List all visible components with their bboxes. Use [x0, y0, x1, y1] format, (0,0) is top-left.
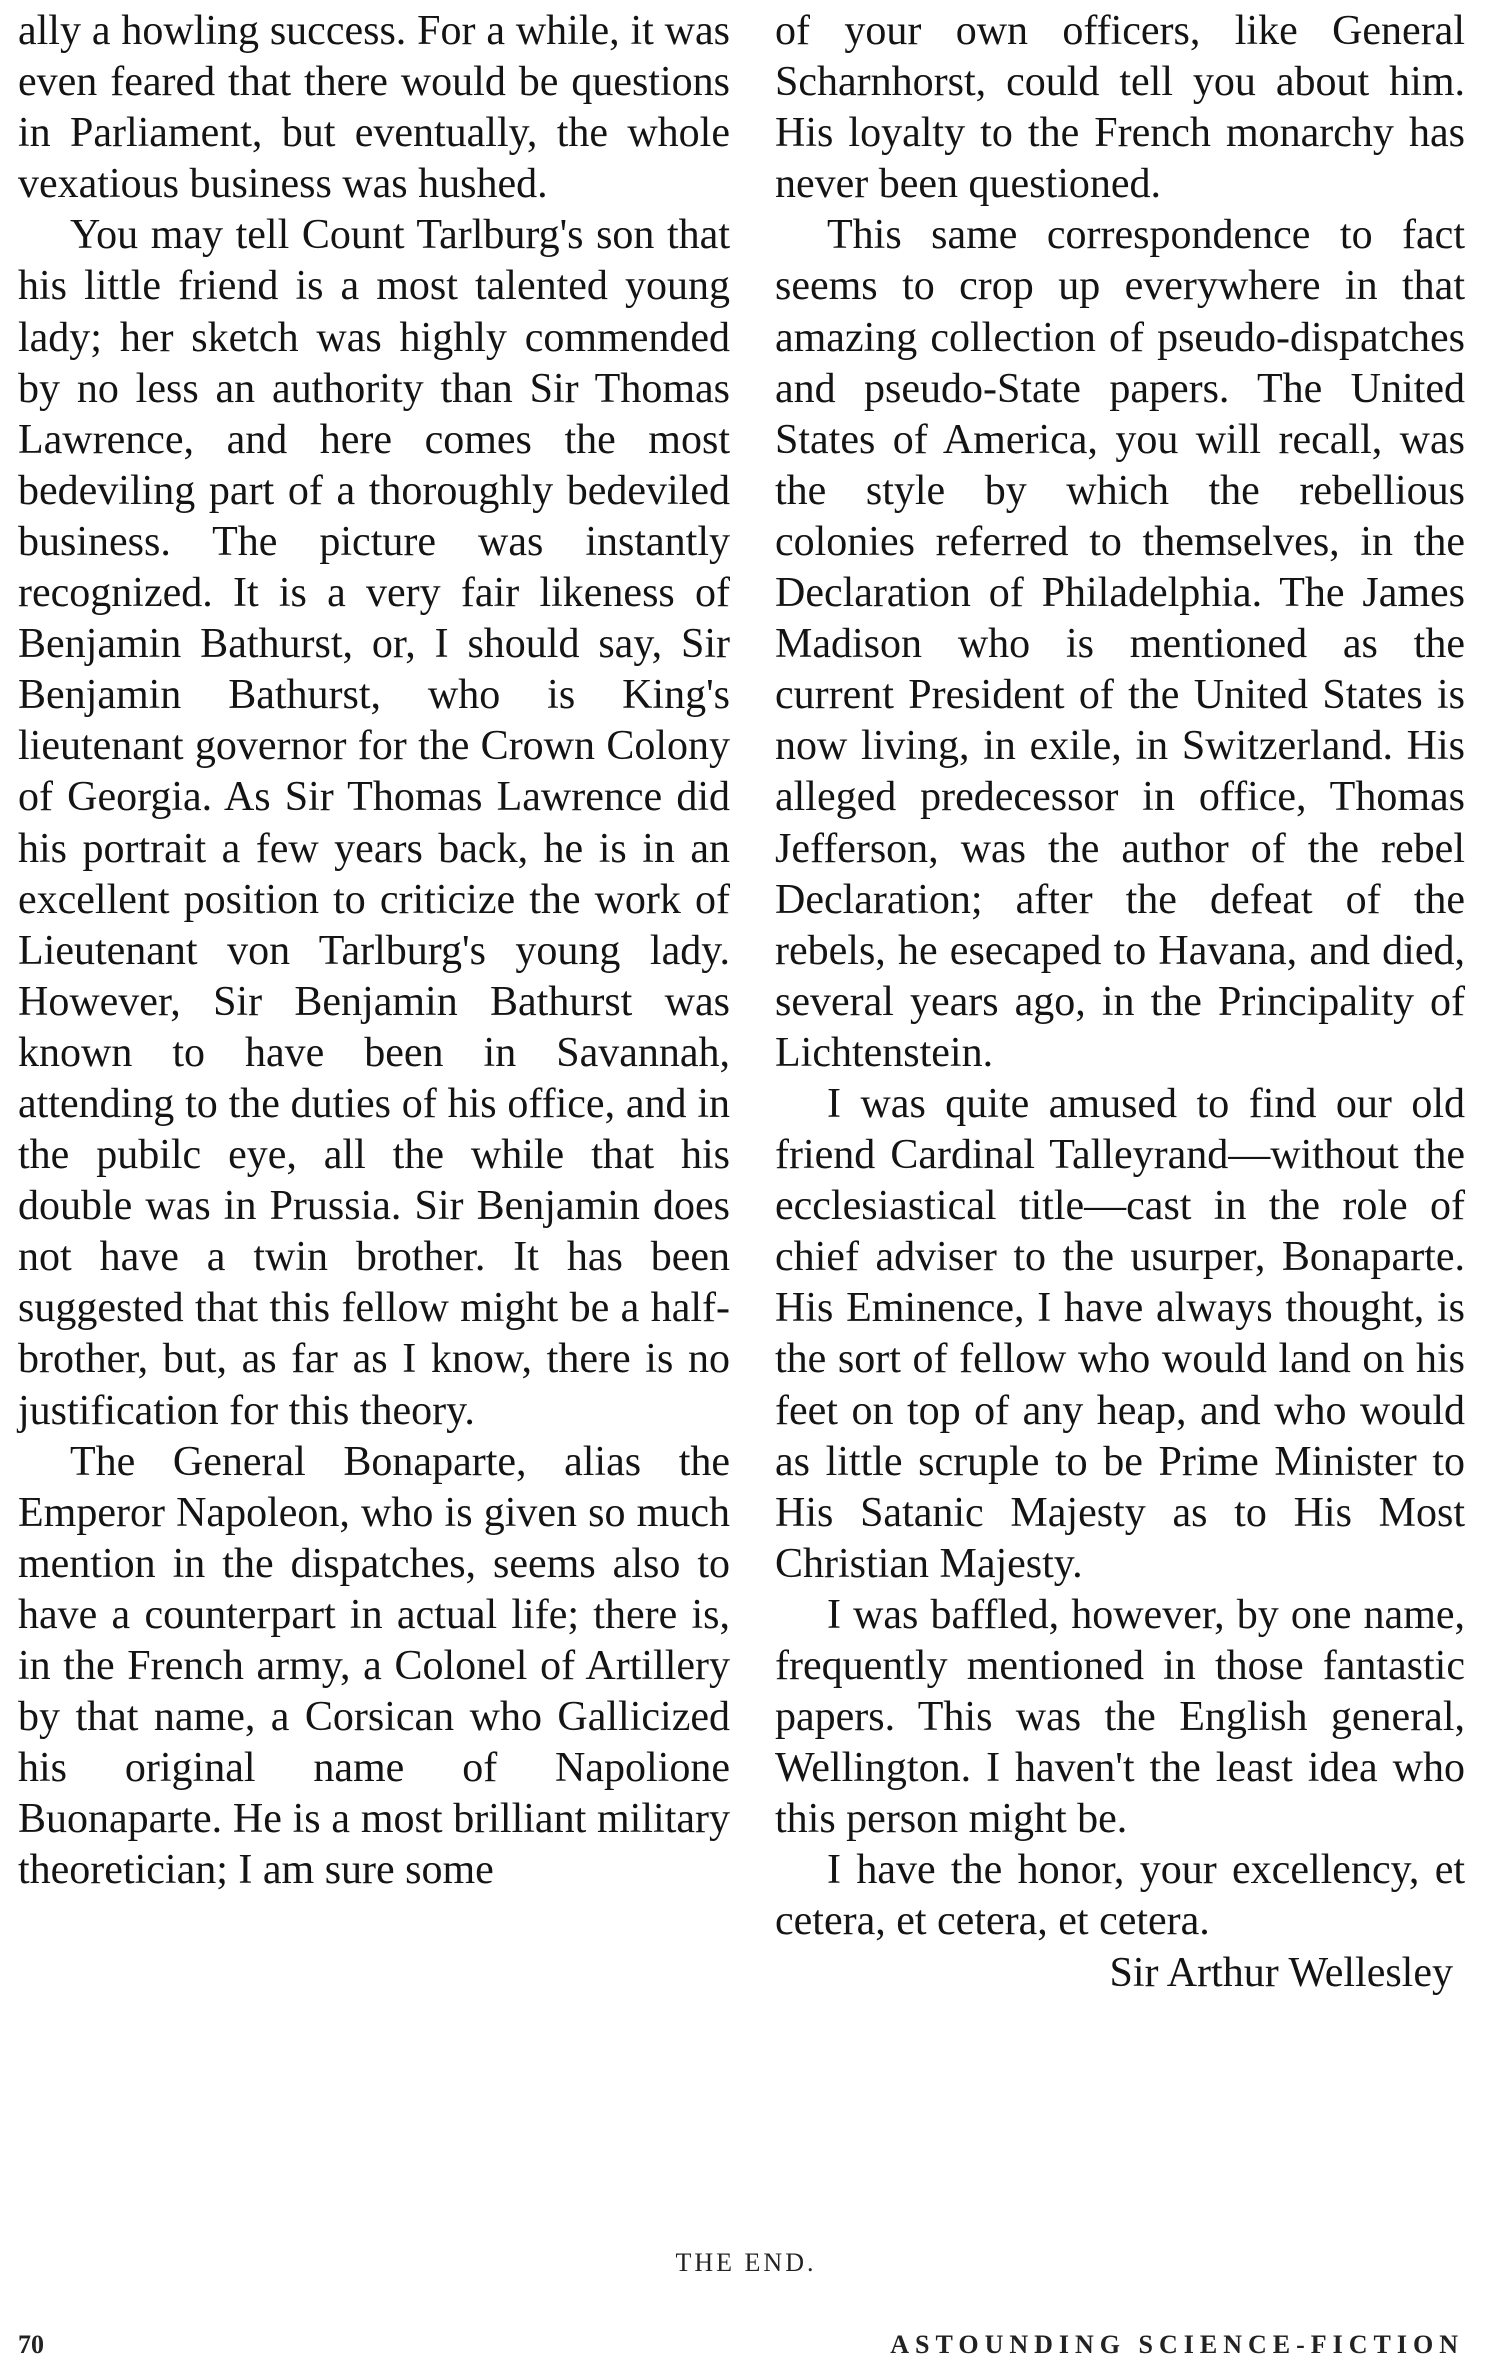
left-paragraph-1: ally a howling success. For a while, it was even feared that there would be questions in Parliament, but eventually, the whole vexatious business was hushed. — [18, 8, 730, 208]
page-footer — [18, 2330, 1464, 2366]
page-number: 70 — [18, 2330, 44, 2359]
right-paragraph-4: I was baffled, however, by one name, frequently mentioned in those fantastic papers. This was the English general, Wellington. I haven't the least idea who this person might be. — [775, 1591, 1465, 1843]
signature: Sir Arthur Wellesley — [1109, 1949, 1453, 1996]
end-mark: THE END. — [675, 2248, 817, 2277]
magazine-name: ASTOUNDING SCIENCE-FICTION — [890, 2330, 1464, 2359]
right-paragraph-1: of your own officers, like General Scharnhorst, could tell you about him. His loyalty to the French monarchy has never been questioned. — [775, 8, 1465, 208]
right-column — [775, 6, 1465, 1999]
right-paragraph-2: This same correspondence to fact seems to crop up everywhere in that amazing collection of pseudo-dispatches and pseudo-State papers. The United States of America, you will recall, was the style by which the rebellious colonies referred to themselves, in the Declaration of Philadelphia. The James Madison who is mentioned as the current President of the United States is now living, in exile, in Switzerland. His alleged predecessor in office, Thomas Jefferson, was the author of the rebel Declaration; after the defeat of the rebels, he esecaped to Havana, and died, several years ago, in the Principality of Lichtenstein. — [775, 212, 1465, 1076]
closing-line: I have the honor, your excellency, et cetera, et cetera, et cetera. — [775, 1847, 1465, 1945]
left-paragraph-2: You may tell Count Tarlburg's son that his little friend is a most talented young lady; her sketch was highly commended by no less an authority than Sir Thomas Lawrence, and here comes the most bedeviling part of a thoroughly bedeviled business. The picture was instantly recognized. It is a very fair likeness of Benjamin Bathurst, or, I should say, Sir Benjamin Bathurst, who is King's lieutenant governor for the Crown Colony of Georgia. As Sir Thomas Lawrence did his portrait a few years back, he is in an excellent position to criticize the work of Lieutenant von Tarlburg's young lady. However, Sir Benjamin Bathurst was known to have been in Savannah, attending to the duties of his office, and in the pubilc eye, all the while that his double was in Prussia. Sir Benjamin does not have a twin brother. It has been suggested that this fellow might be a half-brother, but, as far as I know, there is no justification for this theory. — [18, 212, 730, 1434]
left-paragraph-3: The General Bonaparte, alias the Emperor Napoleon, who is given so much mention in the dispatches, seems also to have a counterpart in actual life; there is, in the French army, a Colonel of Artillery by that name, a Corsican who Gallicized his original name of Napolione Buonaparte. He is a most brilliant military theoretician; I am sure some — [18, 1438, 730, 1894]
right-paragraph-3: I was quite amused to find our old friend Cardinal Talleyrand—without the ecclesiastical title—cast in the role of chief adviser to the usurper, Bonaparte. His Eminence, I have always thought, is the sort of fellow who would land on his feet on top of any heap, and who would as little scruple to be Prime Minister to His Satanic Majesty as to His Most Christian Majesty. — [775, 1080, 1465, 1587]
left-column — [18, 6, 730, 1896]
